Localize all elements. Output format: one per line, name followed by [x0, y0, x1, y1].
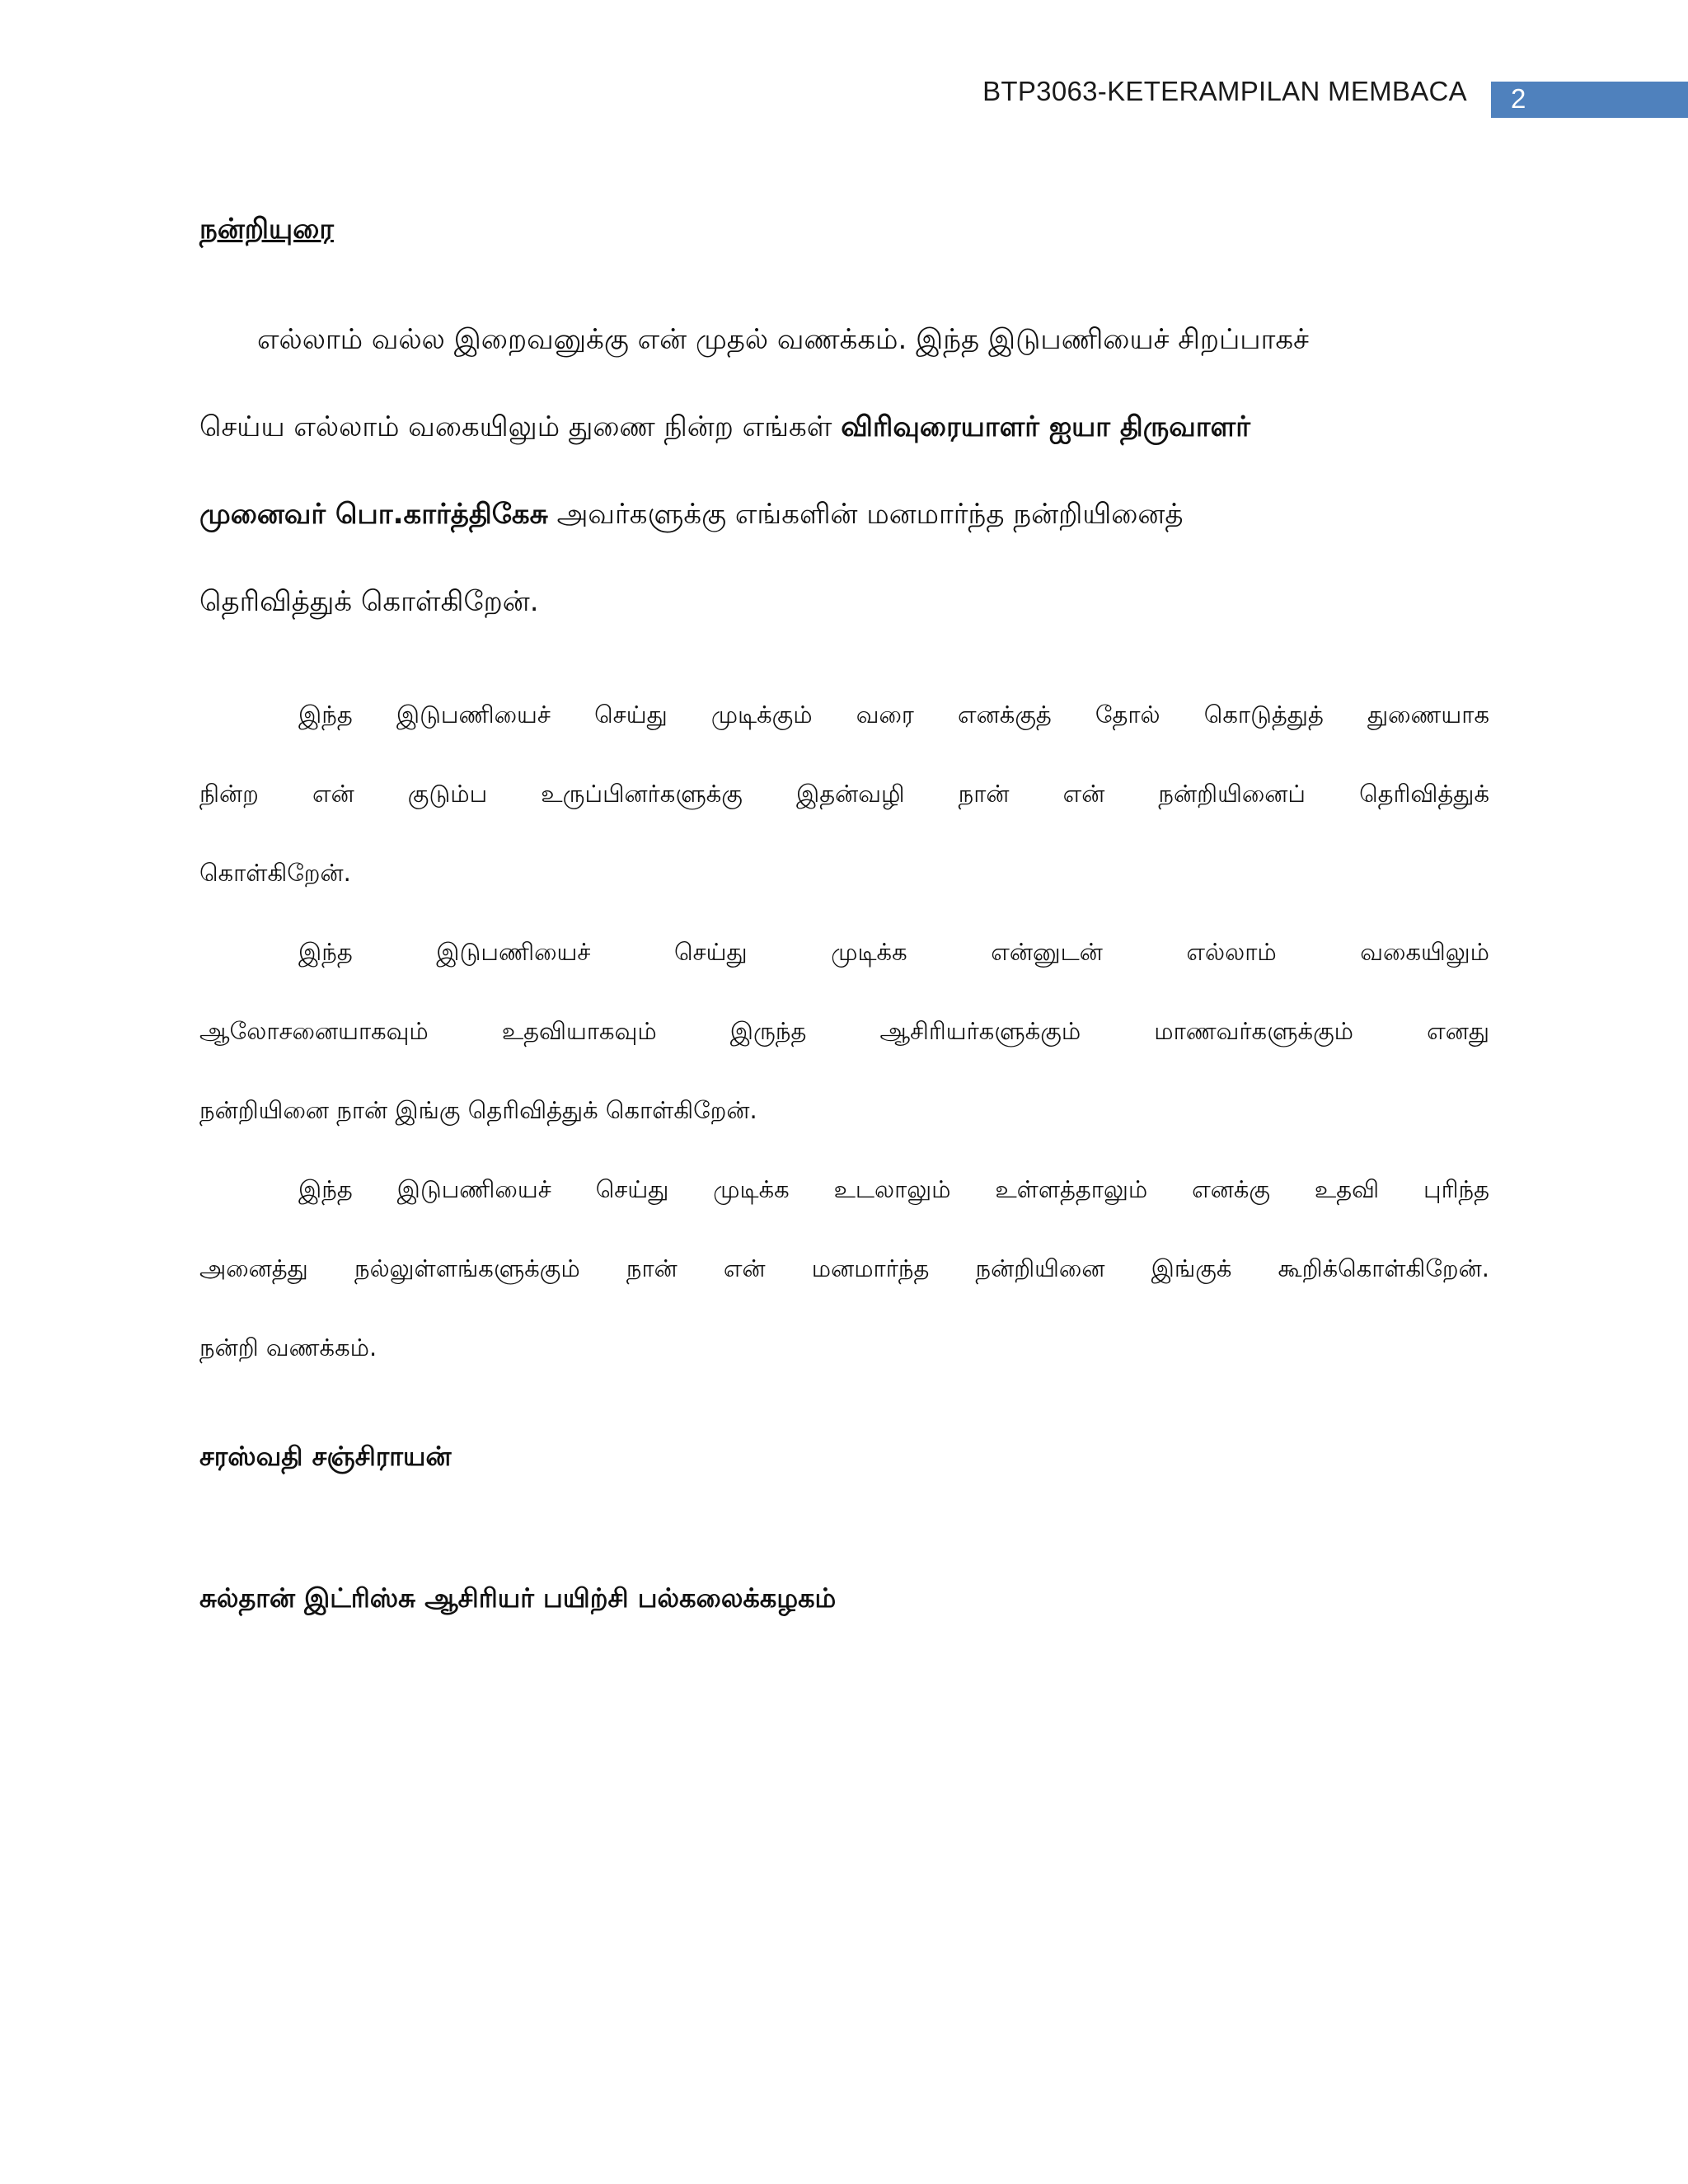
- paragraph-4-line-1: இந்த இடுபணியைச் செய்து முடிக்க உடலாலும் உள்ளத்தாலும் எனக்கு உதவி புரிந்த: [298, 1175, 1489, 1203]
- page-heading: நன்றியுரை: [199, 213, 334, 246]
- paragraph-1-line-1: எல்லாம் வல்ல இறைவனுக்கு என் முதல் வணக்கம். இந்த இடுபணியைச் சிறப்பாகச்: [257, 323, 1309, 356]
- paragraph-4-line-3: நன்றி வணக்கம்.: [199, 1333, 377, 1361]
- paragraph-1-line-3-plain: அவர்களுக்கு எங்களின் மனமார்ந்த நன்றியினைத்: [547, 498, 1184, 531]
- paragraph-1-line-2: [199, 410, 1250, 447]
- paragraph-2-line-1: இந்த இடுபணியைச் செய்து முடிக்கும் வரை எனக்குத் தோல் கொடுத்துத் துணையாக: [298, 701, 1489, 729]
- paragraph-4-line-2: அனைத்து நல்லுள்ளங்களுக்கும் நான் என் மனமார்ந்த நன்றியினை இங்குக் கூறிக்கொள்கிறேன்.: [199, 1254, 1489, 1282]
- paragraph-3-line-1: இந்த இடுபணியைச் செய்து முடிக்க என்னுடன் எல்லாம் வகையிலும்: [298, 938, 1489, 966]
- paragraph-2-line-2: நின்ற என் குடும்ப உருப்பினர்களுக்கு இதன்வழி நான் என் நன்றியினைப் தெரிவித்துக்: [199, 780, 1489, 808]
- document-header-title: BTP3063-KETERAMPILAN MEMBACA: [982, 76, 1467, 106]
- author-name: சரஸ்வதி சஞ்சிராயன்: [199, 1441, 452, 1472]
- page-number-badge: [1491, 82, 1688, 118]
- paragraph-1-line-3: [199, 498, 1184, 534]
- paragraph-2-line-3: கொள்கிறேன்.: [199, 859, 351, 887]
- paragraph-1-line-4: தெரிவித்துக் கொள்கிறேன்.: [199, 585, 539, 618]
- lecturer-title: விரிவுரையாளர் ஐயா திருவாளர்: [841, 410, 1251, 443]
- lecturer-name: முனைவர் பொ.கார்த்திகேசு: [199, 498, 548, 531]
- paragraph-3-line-3: நன்றியினை நான் இங்கு தெரிவித்துக் கொள்கிறேன்.: [199, 1096, 757, 1124]
- institution-name: சுல்தான் இட்ரிஸ்சு ஆசிரியர் பயிற்சி பல்கலைக்கழகம்: [199, 1582, 837, 1614]
- page-number: 2: [1511, 83, 1526, 114]
- paragraph-1-line-2-plain: செய்ய எல்லாம் வகையிலும் துணை நின்ற எங்கள்: [199, 410, 842, 443]
- paragraph-3-line-2: ஆலோசனையாகவும் உதவியாகவும் இருந்த ஆசிரியர்களுக்கும் மாணவர்களுக்கும் எனது: [199, 1017, 1489, 1045]
